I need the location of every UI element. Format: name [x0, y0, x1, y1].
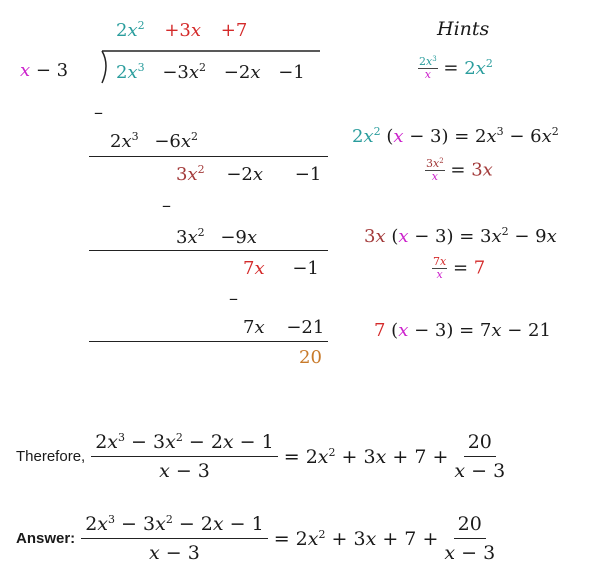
therefore-label: Therefore,	[16, 448, 86, 465]
step-1-remainder: $3x^2 -2x -1$	[176, 163, 322, 185]
hint-3-ratio: $\frac{7x}{x}$ = 7	[433, 255, 486, 281]
therefore-rhs: = $2x^2 + 3x + 7$ +	[283, 445, 449, 468]
quotient-term-1: $2x^2$	[116, 19, 145, 41]
step-2-remainder: 7x −1	[243, 258, 319, 279]
answer-rhs-fraction: $\frac{20}{x - 3}$	[444, 510, 495, 567]
answer-label: Answer:	[16, 530, 76, 547]
step-3-product: 7x −21	[243, 317, 325, 338]
therefore-lhs-fraction: $\frac{2x^3 - 3x^2 - 2x - 1}{x - 3}$	[91, 428, 278, 485]
hint-2-ratio: $\frac{3x^2}{x}$ = 3x	[426, 157, 493, 183]
minus-sign-1: –	[94, 102, 103, 123]
step-1-product: $2x^3 -6x^2$	[110, 130, 199, 152]
rule-1	[89, 156, 328, 157]
hint-2-product: 3x $(x - 3) = 3x^2 - 9x$	[364, 225, 557, 247]
step-2-product: $3x^2 -9x$	[176, 226, 258, 248]
divisor: x − 3	[20, 60, 69, 81]
therefore-line	[16, 428, 505, 485]
rule-2	[89, 250, 328, 251]
minus-sign-2: –	[162, 195, 171, 216]
answer-line	[16, 510, 495, 567]
remainder: 20	[299, 347, 322, 368]
rule-3	[89, 341, 328, 342]
dividend: $2x^3 -3x^2 -2x -1$	[116, 61, 305, 83]
hints-title: Hints	[437, 18, 490, 40]
hint-1-ratio: $\frac{2x^3}{x}$ = $2x^2$	[419, 55, 493, 81]
answer-rhs: = $2x^2 + 3x + 7$ +	[273, 527, 439, 550]
therefore-rhs-fraction: $\frac{20}{x - 3}$	[454, 428, 505, 485]
quotient-term-3: +7	[220, 20, 248, 41]
quotient-term-2: +3x	[164, 20, 202, 41]
answer-lhs-fraction: $\frac{2x^3 - 3x^2 - 2x - 1}{x - 3}$	[81, 510, 268, 567]
minus-sign-3: –	[229, 288, 238, 309]
hint-1-product: $2x^2$ $(x - 3) = 2x^3 - 6x^2$	[352, 125, 559, 147]
quotient	[116, 20, 247, 41]
hint-3-product: 7 (x − 3) = 7x − 21	[374, 320, 551, 341]
